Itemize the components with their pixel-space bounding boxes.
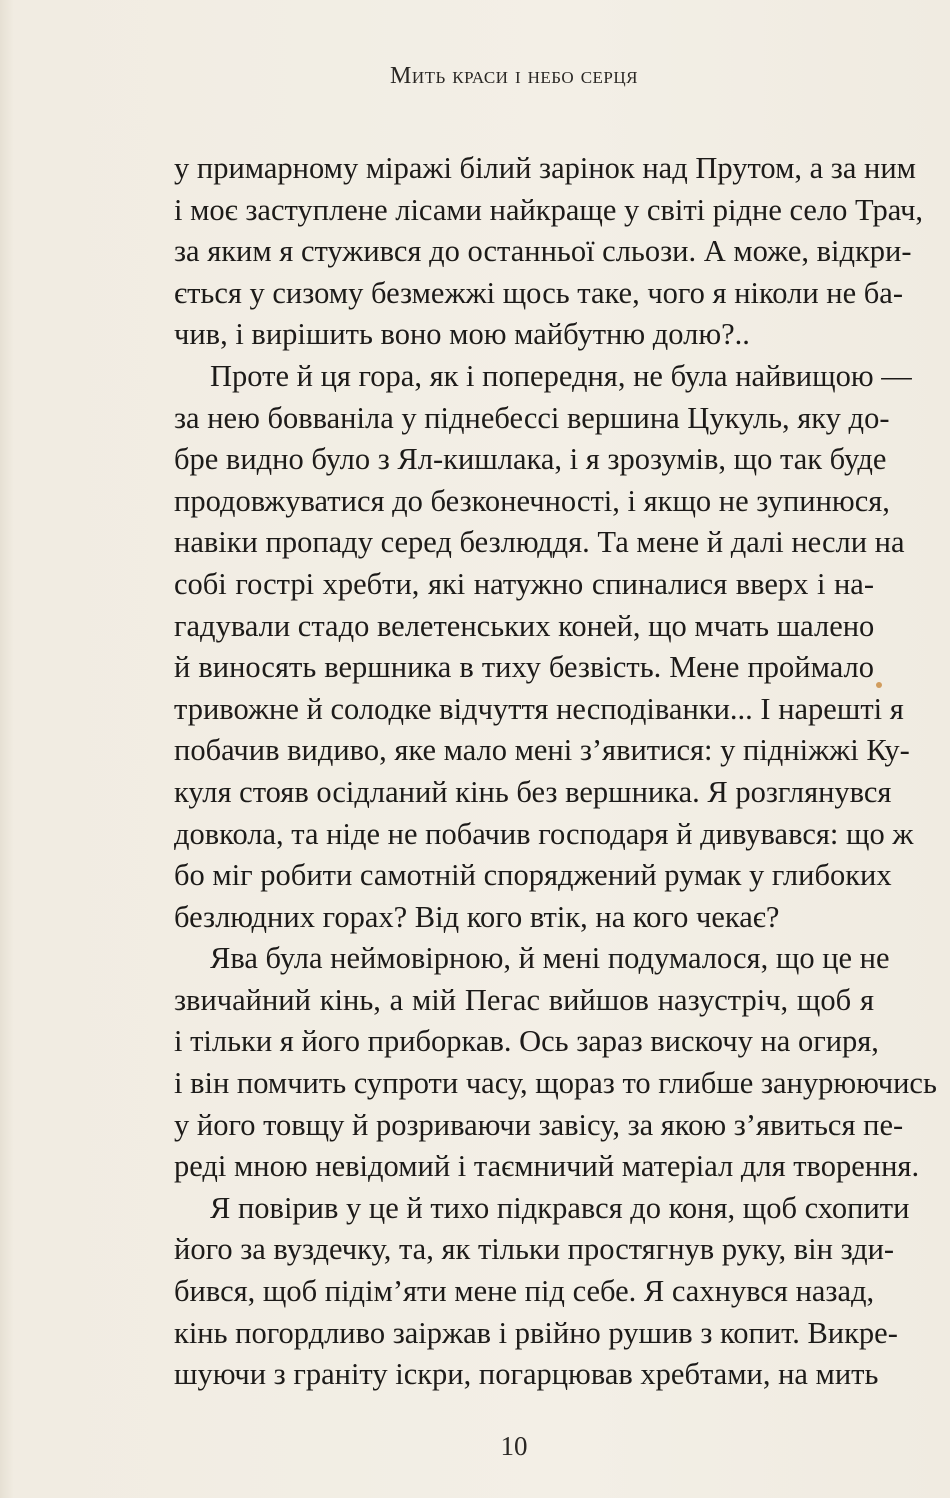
paragraph-1 <box>174 148 924 356</box>
text-line: безлюдних горах? Від кого втік, на кого чекає? <box>174 899 780 934</box>
text-line: довкола, та ніде не побачив господаря й дивувався: що ж <box>174 816 914 851</box>
page-number: 10 <box>500 1431 528 1461</box>
text-line: кінь погордливо заіржав і рвійно рушив з копит. Викре- <box>174 1315 898 1350</box>
paragraph-2 <box>174 356 914 938</box>
text-line: куля стояв осідланий кінь без вершника. Я розглянувся <box>174 774 892 809</box>
text-line: шуючи з граніту іскри, погарцював хребтами, на мить <box>174 1357 879 1392</box>
text-line: продовжуватися до безконечності, і якщо не зупинюся, <box>174 483 890 518</box>
ink-spot-mark <box>876 682 882 688</box>
text-line: гадували стадо велетенських коней, що мчать шалено <box>174 608 875 643</box>
text-line: у його товщу й розриваючи завісу, за якою з’явиться пе- <box>174 1107 904 1142</box>
text-line: й виносять вершника в тиху безвість. Мене проймало <box>174 650 874 685</box>
text-line: побачив видиво, яке мало мені з’явитися: у підніжжі Ку- <box>174 733 910 768</box>
text-line: тривожне й солодке відчуття несподіванки... І нарешті я <box>174 691 904 726</box>
text-line: звичайний кінь, а мій Пегас вийшов назустріч, щоб я <box>174 982 874 1017</box>
text-line: за яким я стужився до останньої сльози. А може, відкри- <box>174 234 912 269</box>
paragraph-4 <box>174 1188 910 1396</box>
paragraph-3 <box>174 938 937 1188</box>
text-line: реді мною невідомий і таємничий матеріал для творення. <box>174 1149 920 1184</box>
text-line: чив, і вирішить воно мою майбутню долю?.. <box>174 317 750 352</box>
text-line: Я повірив у це й тихо підкрався до коня, щоб схопити <box>210 1190 910 1225</box>
body-text <box>174 148 937 1396</box>
text-line: у примарному міражі білий зарінок над Прутом, а за ним <box>174 151 916 185</box>
text-line: собі гострі хребти, які натужно спиналися вверх і на- <box>174 566 874 601</box>
text-line: ється у сизому безмежжі щось таке, чого я ніколи не ба- <box>174 275 903 310</box>
text-line: і він помчить супроти часу, щораз то глибше занурюючись <box>174 1066 937 1101</box>
text-line: навіки пропаду серед безлюддя. Та мене й далі несли на <box>174 525 905 560</box>
text-line: бо міг робити самотній споряджений румак у глибоких <box>174 858 892 893</box>
text-line: і моє заступлене лісами найкраще у світі рідне село Трач, <box>174 192 924 227</box>
text-line: Ява була неймовірною, й мені подумалося, що це не <box>210 941 890 976</box>
text-line: бре видно було з Ял-кишлака, і я зрозумів, що так буде <box>174 442 887 477</box>
running-head: Мить краси і небо серця <box>390 63 638 89</box>
text-line: і тільки я його приборкав. Ось зараз вискочу на огиря, <box>174 1024 879 1059</box>
text-line: його за вуздечку, та, як тільки простягнув руку, він зди- <box>174 1232 895 1267</box>
text-line: за нею бовваніла у піднебессі вершина Цукуль, яку до- <box>174 400 890 435</box>
text-line: бився, щоб підім’яти мене під себе. Я сахнувся назад, <box>174 1274 875 1309</box>
text-line: Проте й ця гора, як і попередня, не була найвищою — <box>210 358 912 393</box>
